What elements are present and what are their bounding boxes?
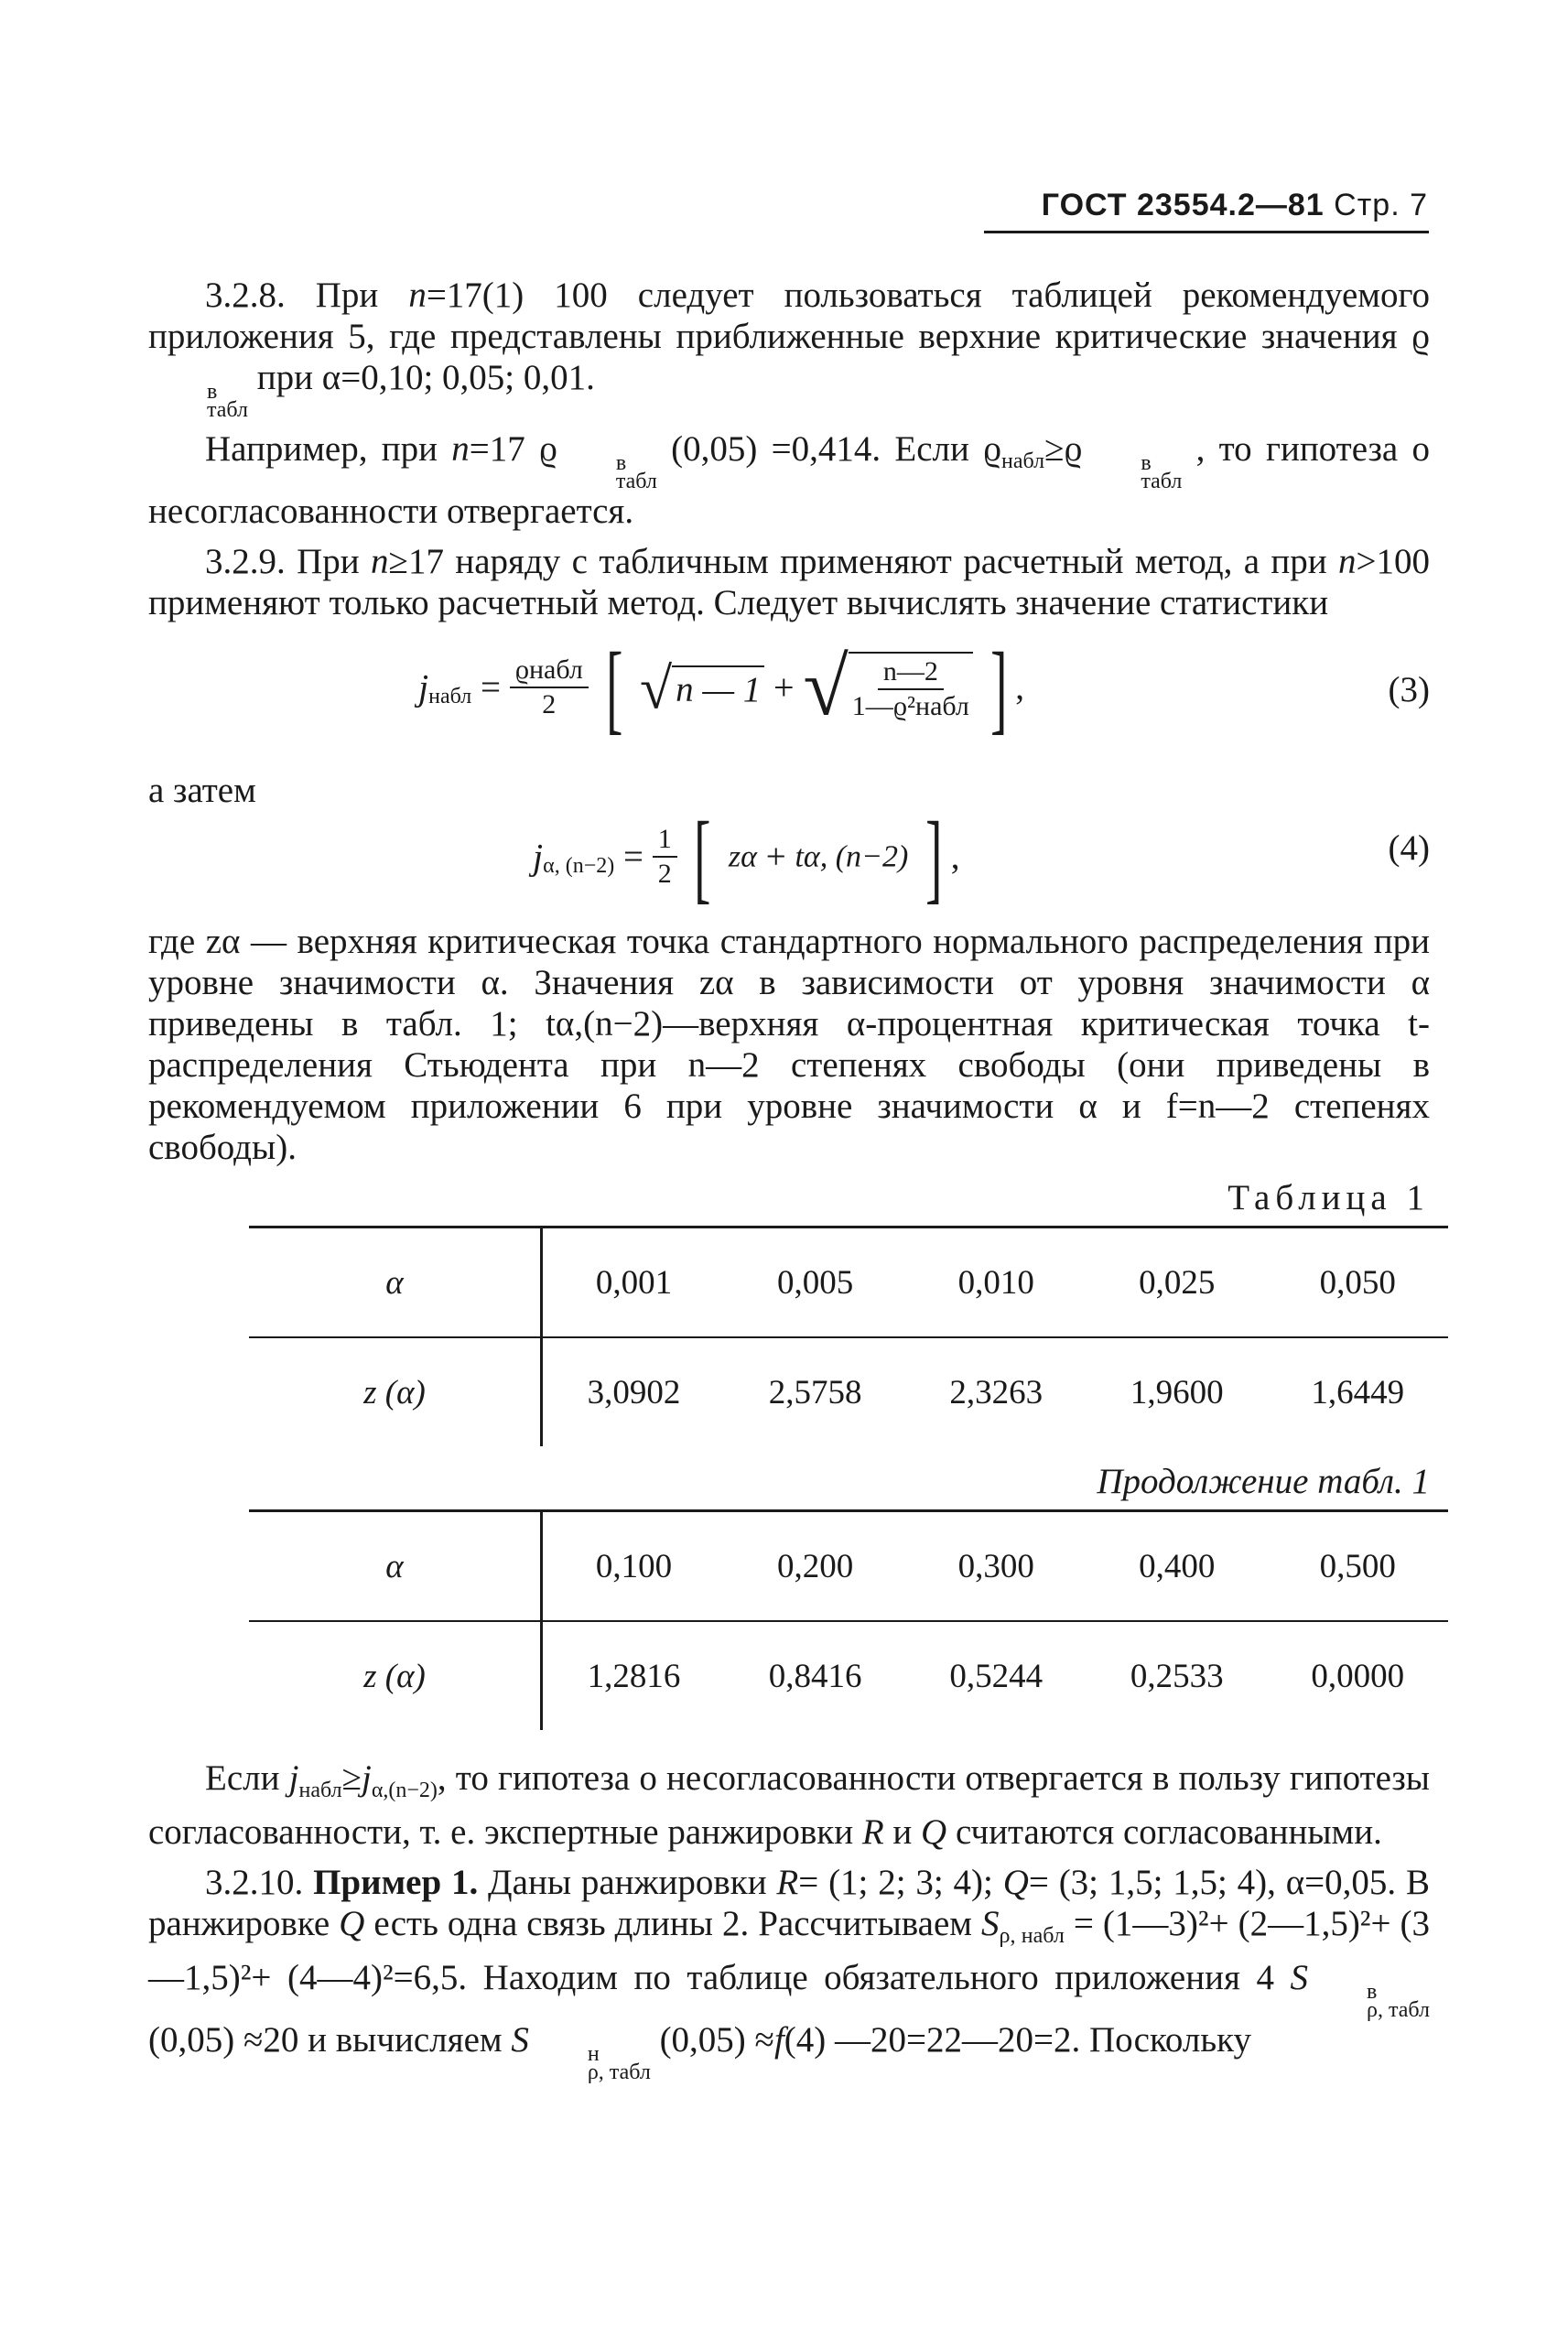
table-1-continuation-caption: Продолжение табл. 1 <box>1097 1462 1430 1501</box>
table-1 <box>249 1226 1448 1446</box>
page-number: Стр. 7 <box>1334 188 1428 222</box>
table-row: z (α) 1,2816 0,8416 0,5244 0,2533 0,0000 <box>249 1621 1448 1730</box>
paragraph-3-2-9: 3.2.9. При n≥17 наряду с табличным применяют расчетный метод, а при n>100 применяют только расчетный метод. Следует вычислять значение статистики <box>148 542 1430 622</box>
formula-4: $j_{\alpha, (n-2)}$ = $\frac{1}{2}$ [ zα + tα, (n−2) ] , (4) <box>533 801 1430 913</box>
table-row: z (α) 3,0902 2,5758 2,3263 1,9600 1,6449 <box>249 1337 1448 1446</box>
header-rule <box>984 231 1429 233</box>
document-body <box>148 275 1430 2082</box>
gost-number: ГОСТ 23554.2—81 <box>1041 188 1325 222</box>
table-row: α 0,001 0,005 0,010 0,025 0,050 <box>249 1227 1448 1338</box>
row-label: α <box>249 1511 542 1622</box>
paragraph-conclusion: Если $j_{набл}\ge j_{\alpha,(n-2)}$, то гипотеза о несогласованности отвергается в пользу гипотезы согласованности, т. е. экспертные ранжировки R и Q считаются согласованными. <box>148 1758 1431 1852</box>
paragraph-3-2-10: 3.2.10. Пример 1. Даны ранжировки R= (1; 2; 3; 4); Q= (3; 1,5; 1,5; 4), α=0,05. В ранжировке Q есть одна связь длины 2. Рассчитываем $S_{\rho, набл}$ = (1—3)²+ (2—1,5)²+ (3—1,5)²+ (4—4)²=6,5. Находим по таблице обязательного приложения 4 S в ρ, табл (0,05) ≈20 и вычисляем S н ρ, табл (0,05) ≈f(4) —20=22—20=2. Поскольку <box>148 1863 1431 2084</box>
row-label: α <box>249 1227 542 1338</box>
paragraph-definitions: где zα — верхняя критическая точка стандартного нормального распределения при уровне значимости α. Значения zα в зависимости от уровня значимости α приведены в табл. 1; tα,(n−2)—верхняя α-процентная критическая точка t-распределения Стьюдента при n—2 степенях свободы (они приведены в рекомендуемом приложении 6 при уровне значимости α и f=n—2 степенях свободы). <box>148 922 1430 1167</box>
then-label: а затем <box>148 771 256 810</box>
formula-3: $j_{набл}$ = $\frac{\text{ϱнабл}}{2}$ [ √ n — 1 + √ $\frac{n—2}{\text{1—ϱ²набл}}$ ] , (3) <box>418 632 1430 743</box>
formula-3-number: (3) <box>1388 670 1430 709</box>
row-label: z (α) <box>249 1621 542 1730</box>
row-label: z (α) <box>249 1337 542 1446</box>
paragraph-example: Например, при n=17 ϱ в табл (0,05) =0,414. Если $ϱ_{набл}\ge ϱ$ в табл , то гипотеза о несогласованности отвергается. <box>148 429 1430 531</box>
table-row: α 0,100 0,200 0,300 0,400 0,500 <box>249 1511 1448 1622</box>
page-header <box>998 188 1428 223</box>
table-1-continuation <box>249 1509 1448 1730</box>
formula-4-number: (4) <box>1388 828 1430 868</box>
table-1-caption: Таблица 1 <box>1227 1178 1430 1217</box>
paragraph-3-2-8: 3.2.8. При n=17(1) 100 следует пользоваться таблицей рекомендуемого приложения 5, где представлены приближенные верхние критические значения ϱ в табл при α=0,10; 0,05; 0,01. <box>148 276 1430 422</box>
